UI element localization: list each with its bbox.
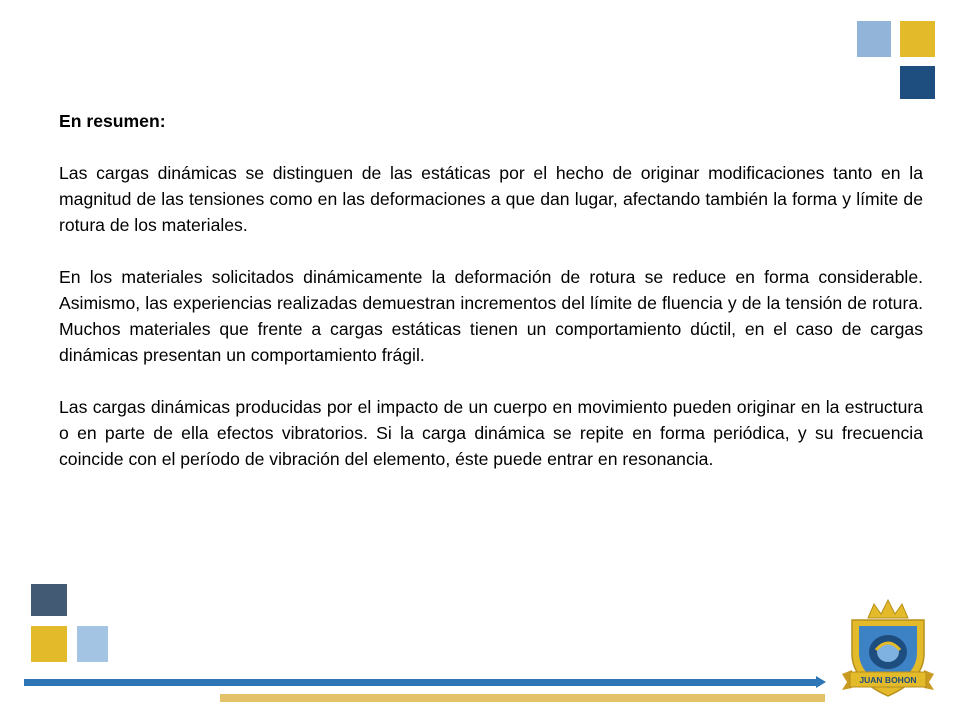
decor-square-navy xyxy=(900,66,935,99)
decor-square-light-blue-bottom xyxy=(77,626,108,662)
paragraph-2: En los materiales solicitados dinámicamente la deformación de rotura se reduce en forma considerable. Asimismo, las experiencias realizadas demuestran incrementos del límite de fluencia y de la tensión de rotura. Muchos materiales que frente a cargas estáticas tienen un comportamiento dúctil, en el caso de cargas dinámicas presentan un comportamiento frágil. xyxy=(59,267,923,365)
decor-square-gold xyxy=(900,21,935,57)
decor-square-gold-bottom xyxy=(31,626,67,662)
slide-content xyxy=(59,108,923,498)
footer-bar-blue xyxy=(24,679,820,686)
decor-square-slate xyxy=(31,584,67,616)
paragraph-1: Las cargas dinámicas se distinguen de las estáticas por el hecho de originar modificaciones tanto en la magnitud de las tensiones como en las deformaciones a que dan lugar, afectando también la forma y límite de rotura de los materiales. xyxy=(59,163,923,235)
decor-square-light-blue xyxy=(857,21,891,57)
paragraph-3: Las cargas dinámicas producidas por el impacto de un cuerpo en movimiento pueden originar en la estructura o en parte de ella efectos vibratorios. Si la carga dinámica se repite en forma periódica, y su frecuencia coincide con el período de vibración del elemento, éste puede entrar en resonancia. xyxy=(59,397,923,469)
footer-bar-arrow xyxy=(816,676,826,688)
juan-bohon-logo xyxy=(838,596,938,706)
footer-bar-gold xyxy=(220,694,825,702)
slide-heading: En resumen: xyxy=(59,111,166,131)
logo-text: JUAN BOHON xyxy=(859,675,917,685)
